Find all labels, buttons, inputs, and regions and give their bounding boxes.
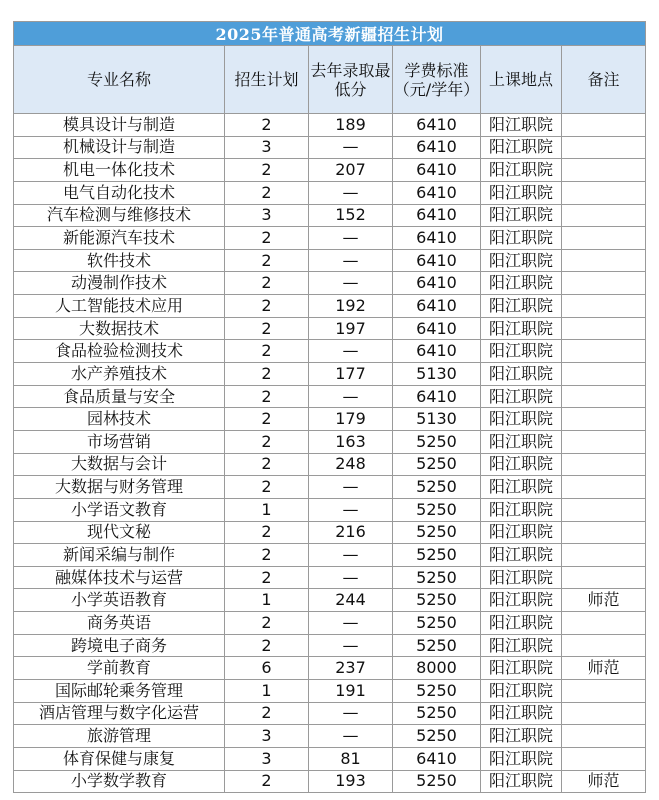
table-row	[14, 680, 646, 703]
cell-major-name: 机电一体化技术	[14, 159, 225, 182]
cell-enrollment-plan: 2	[225, 702, 309, 725]
cell-major-name: 跨境电子商务	[14, 634, 225, 657]
cell-major-name: 汽车检测与维修技术	[14, 204, 225, 227]
cell-tuition: 6410	[393, 385, 481, 408]
cell-tuition: 5250	[393, 476, 481, 499]
cell-min-score: 192	[309, 295, 393, 318]
table-row	[14, 544, 646, 567]
cell-min-score: 179	[309, 408, 393, 431]
cell-min-score: —	[309, 227, 393, 250]
cell-notes	[562, 340, 646, 363]
cell-tuition: 5250	[393, 634, 481, 657]
enrollment-plan-table	[13, 21, 646, 793]
cell-major-name: 电气自动化技术	[14, 181, 225, 204]
table-row	[14, 204, 646, 227]
cell-major-name: 体育保健与康复	[14, 747, 225, 770]
cell-major-name: 食品检验检测技术	[14, 340, 225, 363]
cell-tuition: 6410	[393, 159, 481, 182]
cell-enrollment-plan: 2	[225, 227, 309, 250]
cell-enrollment-plan: 2	[225, 272, 309, 295]
cell-major-name: 融媒体技术与运营	[14, 566, 225, 589]
cell-major-name: 园林技术	[14, 408, 225, 431]
cell-enrollment-plan: 3	[225, 204, 309, 227]
cell-tuition: 5250	[393, 770, 481, 793]
cell-tuition: 5250	[393, 453, 481, 476]
cell-notes	[562, 747, 646, 770]
cell-notes: 师范	[562, 589, 646, 612]
cell-location: 阳江职院	[481, 521, 562, 544]
cell-min-score: —	[309, 272, 393, 295]
cell-major-name: 国际邮轮乘务管理	[14, 680, 225, 703]
table-row	[14, 498, 646, 521]
cell-enrollment-plan: 2	[225, 385, 309, 408]
cell-location: 阳江职院	[481, 272, 562, 295]
cell-min-score: 216	[309, 521, 393, 544]
cell-enrollment-plan: 2	[225, 317, 309, 340]
cell-major-name: 新闻采编与制作	[14, 544, 225, 567]
cell-location: 阳江职院	[481, 747, 562, 770]
cell-location: 阳江职院	[481, 385, 562, 408]
cell-min-score: 81	[309, 747, 393, 770]
cell-min-score: 177	[309, 363, 393, 386]
cell-min-score: —	[309, 340, 393, 363]
cell-min-score: 197	[309, 317, 393, 340]
cell-notes	[562, 408, 646, 431]
cell-enrollment-plan: 3	[225, 136, 309, 159]
cell-notes	[562, 476, 646, 499]
cell-location: 阳江职院	[481, 589, 562, 612]
cell-enrollment-plan: 2	[225, 521, 309, 544]
cell-min-score: —	[309, 566, 393, 589]
header-location: 上课地点	[481, 46, 562, 114]
table-row	[14, 317, 646, 340]
cell-notes	[562, 204, 646, 227]
cell-min-score: 193	[309, 770, 393, 793]
cell-location: 阳江职院	[481, 181, 562, 204]
header-enrollment-plan: 招生计划	[225, 46, 309, 114]
cell-min-score: 191	[309, 680, 393, 703]
cell-tuition: 5130	[393, 408, 481, 431]
cell-tuition: 6410	[393, 181, 481, 204]
cell-notes	[562, 227, 646, 250]
cell-notes	[562, 181, 646, 204]
cell-min-score: —	[309, 544, 393, 567]
cell-location: 阳江职院	[481, 408, 562, 431]
cell-min-score: —	[309, 634, 393, 657]
cell-notes	[562, 272, 646, 295]
cell-major-name: 食品质量与安全	[14, 385, 225, 408]
cell-enrollment-plan: 2	[225, 566, 309, 589]
cell-notes: 师范	[562, 770, 646, 793]
cell-min-score: 237	[309, 657, 393, 680]
cell-major-name: 动漫制作技术	[14, 272, 225, 295]
cell-notes	[562, 249, 646, 272]
header-row	[14, 46, 646, 114]
cell-tuition: 5250	[393, 725, 481, 748]
cell-tuition: 6410	[393, 272, 481, 295]
cell-major-name: 小学英语教育	[14, 589, 225, 612]
cell-notes	[562, 566, 646, 589]
cell-major-name: 人工智能技术应用	[14, 295, 225, 318]
table-row	[14, 363, 646, 386]
table-row	[14, 725, 646, 748]
cell-major-name: 模具设计与制造	[14, 114, 225, 137]
cell-notes	[562, 159, 646, 182]
cell-location: 阳江职院	[481, 249, 562, 272]
cell-notes	[562, 430, 646, 453]
table-row	[14, 227, 646, 250]
cell-major-name: 小学数学教育	[14, 770, 225, 793]
cell-location: 阳江职院	[481, 136, 562, 159]
cell-enrollment-plan: 2	[225, 340, 309, 363]
cell-location: 阳江职院	[481, 159, 562, 182]
table-row	[14, 181, 646, 204]
cell-major-name: 现代文秘	[14, 521, 225, 544]
cell-location: 阳江职院	[481, 363, 562, 386]
cell-min-score: 189	[309, 114, 393, 137]
cell-major-name: 学前教育	[14, 657, 225, 680]
cell-tuition: 6410	[393, 204, 481, 227]
cell-location: 阳江职院	[481, 453, 562, 476]
cell-location: 阳江职院	[481, 702, 562, 725]
cell-notes	[562, 634, 646, 657]
cell-enrollment-plan: 2	[225, 476, 309, 499]
table-title-row	[14, 22, 646, 46]
header-major-name: 专业名称	[14, 46, 225, 114]
table-row	[14, 589, 646, 612]
cell-notes	[562, 114, 646, 137]
cell-enrollment-plan: 2	[225, 544, 309, 567]
cell-location: 阳江职院	[481, 114, 562, 137]
cell-location: 阳江职院	[481, 340, 562, 363]
cell-location: 阳江职院	[481, 227, 562, 250]
cell-tuition: 5250	[393, 589, 481, 612]
cell-tuition: 5250	[393, 430, 481, 453]
cell-major-name: 大数据技术	[14, 317, 225, 340]
cell-min-score: —	[309, 498, 393, 521]
table-row	[14, 521, 646, 544]
table-row	[14, 249, 646, 272]
cell-notes	[562, 385, 646, 408]
cell-tuition: 6410	[393, 317, 481, 340]
cell-location: 阳江职院	[481, 204, 562, 227]
cell-major-name: 商务英语	[14, 612, 225, 635]
cell-major-name: 旅游管理	[14, 725, 225, 748]
table-row	[14, 476, 646, 499]
header-notes: 备注	[562, 46, 646, 114]
cell-tuition: 6410	[393, 295, 481, 318]
cell-notes	[562, 702, 646, 725]
header-tuition: 学费标准（元/学年）	[393, 46, 481, 114]
cell-enrollment-plan: 2	[225, 612, 309, 635]
cell-notes	[562, 544, 646, 567]
cell-location: 阳江职院	[481, 544, 562, 567]
cell-notes	[562, 363, 646, 386]
cell-min-score: —	[309, 612, 393, 635]
cell-location: 阳江职院	[481, 476, 562, 499]
cell-enrollment-plan: 2	[225, 181, 309, 204]
cell-tuition: 8000	[393, 657, 481, 680]
table-row	[14, 430, 646, 453]
table-row	[14, 612, 646, 635]
cell-enrollment-plan: 3	[225, 747, 309, 770]
table-row	[14, 770, 646, 793]
cell-min-score: 207	[309, 159, 393, 182]
cell-notes	[562, 453, 646, 476]
cell-location: 阳江职院	[481, 770, 562, 793]
cell-min-score: 163	[309, 430, 393, 453]
cell-tuition: 5250	[393, 566, 481, 589]
cell-tuition: 5250	[393, 544, 481, 567]
cell-enrollment-plan: 2	[225, 453, 309, 476]
cell-enrollment-plan: 2	[225, 634, 309, 657]
table-row	[14, 634, 646, 657]
cell-major-name: 机械设计与制造	[14, 136, 225, 159]
table-row	[14, 272, 646, 295]
cell-tuition: 6410	[393, 227, 481, 250]
cell-notes	[562, 521, 646, 544]
cell-location: 阳江职院	[481, 657, 562, 680]
cell-location: 阳江职院	[481, 680, 562, 703]
cell-location: 阳江职院	[481, 498, 562, 521]
cell-min-score: —	[309, 136, 393, 159]
cell-enrollment-plan: 1	[225, 589, 309, 612]
table-row	[14, 114, 646, 137]
cell-major-name: 市场营销	[14, 430, 225, 453]
cell-min-score: —	[309, 181, 393, 204]
cell-enrollment-plan: 2	[225, 114, 309, 137]
table-title: 2025年普通高考新疆招生计划	[14, 22, 646, 46]
table-row	[14, 657, 646, 680]
cell-location: 阳江职院	[481, 634, 562, 657]
cell-major-name: 新能源汽车技术	[14, 227, 225, 250]
cell-major-name: 小学语文教育	[14, 498, 225, 521]
table-row	[14, 159, 646, 182]
cell-notes	[562, 295, 646, 318]
cell-tuition: 6410	[393, 249, 481, 272]
cell-tuition: 6410	[393, 340, 481, 363]
cell-min-score: —	[309, 725, 393, 748]
table-row	[14, 702, 646, 725]
cell-min-score: —	[309, 385, 393, 408]
header-last-year-min-score: 去年录取最低分	[309, 46, 393, 114]
cell-min-score: —	[309, 249, 393, 272]
cell-notes	[562, 498, 646, 521]
cell-enrollment-plan: 3	[225, 725, 309, 748]
cell-location: 阳江职院	[481, 430, 562, 453]
cell-enrollment-plan: 2	[225, 408, 309, 431]
table-row	[14, 295, 646, 318]
cell-min-score: —	[309, 702, 393, 725]
cell-notes	[562, 136, 646, 159]
cell-major-name: 酒店管理与数字化运营	[14, 702, 225, 725]
table-row	[14, 566, 646, 589]
cell-tuition: 6410	[393, 136, 481, 159]
cell-notes	[562, 612, 646, 635]
cell-tuition: 5130	[393, 363, 481, 386]
cell-enrollment-plan: 2	[225, 430, 309, 453]
table-row	[14, 453, 646, 476]
cell-enrollment-plan: 1	[225, 498, 309, 521]
cell-min-score: 248	[309, 453, 393, 476]
cell-tuition: 6410	[393, 747, 481, 770]
enrollment-plan-sheet	[13, 21, 645, 793]
cell-tuition: 5250	[393, 680, 481, 703]
cell-enrollment-plan: 1	[225, 680, 309, 703]
cell-location: 阳江职院	[481, 612, 562, 635]
table-row	[14, 136, 646, 159]
cell-major-name: 大数据与财务管理	[14, 476, 225, 499]
cell-tuition: 5250	[393, 498, 481, 521]
cell-enrollment-plan: 2	[225, 363, 309, 386]
cell-tuition: 5250	[393, 702, 481, 725]
cell-major-name: 软件技术	[14, 249, 225, 272]
cell-enrollment-plan: 2	[225, 295, 309, 318]
table-row	[14, 747, 646, 770]
cell-enrollment-plan: 6	[225, 657, 309, 680]
cell-location: 阳江职院	[481, 566, 562, 589]
table-row	[14, 408, 646, 431]
cell-notes: 师范	[562, 657, 646, 680]
cell-notes	[562, 725, 646, 748]
cell-min-score: —	[309, 476, 393, 499]
cell-min-score: 244	[309, 589, 393, 612]
table-row	[14, 385, 646, 408]
cell-location: 阳江职院	[481, 295, 562, 318]
cell-major-name: 大数据与会计	[14, 453, 225, 476]
cell-tuition: 5250	[393, 521, 481, 544]
table-row	[14, 340, 646, 363]
cell-enrollment-plan: 2	[225, 159, 309, 182]
cell-location: 阳江职院	[481, 317, 562, 340]
cell-enrollment-plan: 2	[225, 770, 309, 793]
cell-notes	[562, 680, 646, 703]
cell-location: 阳江职院	[481, 725, 562, 748]
cell-min-score: 152	[309, 204, 393, 227]
cell-tuition: 6410	[393, 114, 481, 137]
cell-notes	[562, 317, 646, 340]
cell-tuition: 5250	[393, 612, 481, 635]
cell-enrollment-plan: 2	[225, 249, 309, 272]
cell-major-name: 水产养殖技术	[14, 363, 225, 386]
